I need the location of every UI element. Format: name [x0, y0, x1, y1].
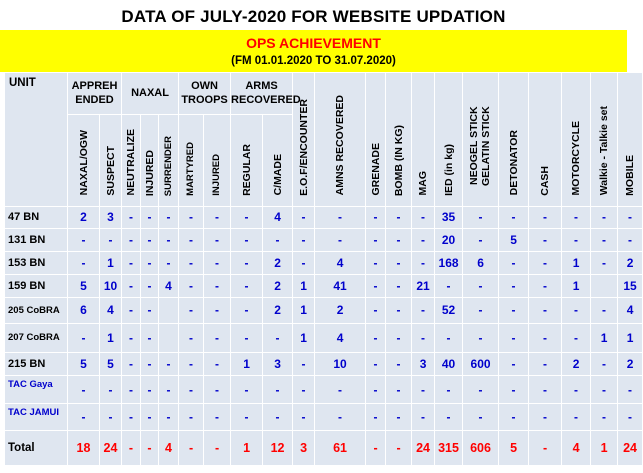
value-cell: 10 — [100, 274, 122, 297]
value-cell: 1 — [562, 251, 591, 274]
value-cell: - — [366, 251, 386, 274]
value-cell: - — [141, 404, 159, 431]
value-cell: 40 — [435, 353, 463, 376]
value-cell: - — [122, 228, 141, 251]
value-cell: - — [366, 404, 386, 431]
value-cell: - — [293, 228, 315, 251]
value-cell: - — [499, 297, 529, 323]
value-cell: - — [499, 206, 529, 228]
value-cell: - — [231, 206, 263, 228]
value-cell: - — [591, 251, 618, 274]
value-cell: 315 — [435, 431, 463, 466]
table-row — [5, 404, 643, 431]
value-cell: - — [141, 323, 159, 352]
value-cell: - — [529, 404, 562, 431]
col-header — [315, 73, 366, 207]
value-cell: - — [231, 376, 263, 404]
value-cell: - — [204, 376, 231, 404]
col-label: NEOGEL STICK GELATIN STICK — [467, 105, 492, 186]
value-cell: - — [100, 228, 122, 251]
value-cell: - — [366, 323, 386, 352]
value-cell: - — [435, 323, 463, 352]
value-cell: 12 — [263, 431, 293, 466]
value-cell: - — [293, 376, 315, 404]
value-cell: 1 — [591, 431, 618, 466]
value-cell: - — [412, 323, 435, 352]
value-cell: - — [499, 274, 529, 297]
value-cell: 3 — [412, 353, 435, 376]
value-cell: 1 — [100, 251, 122, 274]
col-label: DETONATOR — [507, 130, 520, 196]
value-cell: 4 — [618, 297, 643, 323]
value-cell: 24 — [412, 431, 435, 466]
value-cell: 10 — [315, 353, 366, 376]
value-cell — [159, 297, 179, 323]
value-cell: - — [68, 228, 100, 251]
col-label: INJURED — [211, 154, 223, 196]
value-cell: - — [141, 251, 159, 274]
col-header — [529, 73, 562, 207]
value-cell: - — [293, 206, 315, 228]
value-cell: - — [263, 323, 293, 352]
value-cell: 2 — [263, 251, 293, 274]
value-cell: 41 — [315, 274, 366, 297]
value-cell: - — [562, 323, 591, 352]
value-cell: 1 — [562, 274, 591, 297]
value-cell: - — [499, 404, 529, 431]
col-header — [591, 73, 618, 207]
col-header — [412, 73, 435, 207]
value-cell: - — [100, 404, 122, 431]
col-header — [231, 114, 263, 206]
unit-cell: 159 BN — [5, 274, 68, 297]
value-cell: 6 — [68, 297, 100, 323]
value-cell: 606 — [463, 431, 499, 466]
col-header — [68, 114, 100, 206]
value-cell: - — [463, 376, 499, 404]
col-header — [100, 114, 122, 206]
value-cell: - — [386, 404, 412, 431]
value-cell: - — [231, 323, 263, 352]
value-cell: - — [122, 251, 141, 274]
value-cell: - — [122, 323, 141, 352]
value-cell: - — [179, 404, 204, 431]
col-label: BOMB (IN KG) — [392, 124, 405, 196]
col-header — [618, 73, 643, 207]
col-header — [179, 114, 204, 206]
value-cell: - — [529, 251, 562, 274]
value-cell: 3 — [293, 431, 315, 466]
value-cell: - — [315, 376, 366, 404]
col-header — [435, 73, 463, 207]
value-cell: - — [179, 251, 204, 274]
value-cell: - — [159, 251, 179, 274]
value-cell: - — [141, 274, 159, 297]
unit-cell: 215 BN — [5, 353, 68, 376]
value-cell: - — [562, 228, 591, 251]
value-cell: - — [591, 376, 618, 404]
value-cell: 2 — [263, 297, 293, 323]
value-cell: 1 — [231, 353, 263, 376]
col-label: INJURED — [143, 149, 156, 196]
value-cell: - — [435, 404, 463, 431]
value-cell: - — [463, 228, 499, 251]
value-cell: - — [122, 297, 141, 323]
col-header — [263, 114, 293, 206]
value-cell: 4 — [315, 323, 366, 352]
value-cell: - — [204, 404, 231, 431]
group-apprehended: APPREH ENDED — [68, 73, 122, 115]
value-cell: - — [141, 297, 159, 323]
value-cell: 1 — [293, 274, 315, 297]
value-cell: - — [386, 353, 412, 376]
value-cell: - — [100, 376, 122, 404]
table-row — [5, 353, 643, 376]
value-cell: - — [293, 404, 315, 431]
unit-cell: 153 BN — [5, 251, 68, 274]
value-cell: 18 — [68, 431, 100, 466]
value-cell: - — [562, 206, 591, 228]
value-cell: - — [204, 228, 231, 251]
value-cell: - — [159, 376, 179, 404]
group-own-troops: OWN TROOPS — [179, 73, 231, 115]
value-cell: - — [499, 376, 529, 404]
value-cell: 61 — [315, 431, 366, 466]
value-cell: - — [463, 323, 499, 352]
value-cell: - — [263, 376, 293, 404]
col-header — [562, 73, 591, 207]
table-row — [5, 376, 643, 404]
col-label: NEUTRALIZE — [125, 129, 137, 196]
value-cell: - — [366, 297, 386, 323]
table-row — [5, 228, 643, 251]
value-cell: 2 — [562, 353, 591, 376]
group-arms-recovered: ARMS RECOVERED — [231, 73, 293, 115]
value-cell: 52 — [435, 297, 463, 323]
value-cell: - — [231, 228, 263, 251]
value-cell: 4 — [159, 274, 179, 297]
col-label: AMNS RECOVERED — [334, 95, 347, 196]
value-cell: - — [204, 297, 231, 323]
value-cell: - — [591, 206, 618, 228]
col-label: E.O.F/ENCOUNTER — [297, 98, 310, 196]
value-cell: 35 — [435, 206, 463, 228]
col-label: NAXAL/OGW — [77, 130, 90, 196]
table-row — [5, 323, 643, 352]
unit-cell: TAC Gaya — [5, 376, 68, 404]
value-cell: - — [386, 251, 412, 274]
value-cell: - — [591, 297, 618, 323]
value-cell: 2 — [618, 251, 643, 274]
value-cell: - — [463, 206, 499, 228]
value-cell: - — [435, 376, 463, 404]
value-cell: - — [122, 274, 141, 297]
value-cell: - — [204, 323, 231, 352]
value-cell: - — [231, 274, 263, 297]
col-label: C/MADE — [271, 154, 284, 196]
value-cell: - — [618, 404, 643, 431]
value-cell: - — [366, 206, 386, 228]
value-cell: - — [529, 431, 562, 466]
col-header — [141, 114, 159, 206]
ops-achievement-banner — [0, 30, 627, 72]
table-body — [5, 206, 643, 465]
value-cell: 15 — [618, 274, 643, 297]
value-cell: - — [412, 376, 435, 404]
value-cell: - — [179, 431, 204, 466]
total-row — [5, 431, 643, 466]
col-label: MAG — [417, 171, 430, 196]
value-cell: - — [159, 353, 179, 376]
value-cell: - — [463, 297, 499, 323]
col-header — [293, 73, 315, 207]
value-cell: 2 — [68, 206, 100, 228]
value-cell — [159, 323, 179, 352]
unit-cell: TAC JAMUI — [5, 404, 68, 431]
value-cell: - — [529, 274, 562, 297]
value-cell: - — [231, 251, 263, 274]
value-cell: - — [386, 376, 412, 404]
value-cell: - — [231, 297, 263, 323]
value-cell: - — [435, 274, 463, 297]
value-cell: - — [499, 353, 529, 376]
banner-heading: OPS ACHIEVEMENT — [246, 35, 381, 51]
value-cell: - — [204, 206, 231, 228]
value-cell: 2 — [618, 353, 643, 376]
value-cell: - — [591, 353, 618, 376]
unit-cell: 131 BN — [5, 228, 68, 251]
value-cell: - — [315, 404, 366, 431]
col-label: SUSPECT — [104, 146, 117, 196]
value-cell: 4 — [315, 251, 366, 274]
value-cell: - — [618, 376, 643, 404]
value-cell: 5 — [100, 353, 122, 376]
value-cell: 2 — [315, 297, 366, 323]
value-cell: - — [386, 323, 412, 352]
value-cell: - — [179, 228, 204, 251]
value-cell: - — [386, 228, 412, 251]
value-cell: - — [529, 228, 562, 251]
value-cell: 5 — [499, 431, 529, 466]
value-cell: - — [122, 353, 141, 376]
value-cell: - — [315, 228, 366, 251]
header-group-row — [5, 73, 643, 115]
col-label: REGULAR — [240, 143, 253, 196]
value-cell: - — [366, 376, 386, 404]
value-cell: - — [618, 206, 643, 228]
col-label: GRENADE — [369, 143, 382, 196]
value-cell: 5 — [499, 228, 529, 251]
value-cell: - — [529, 323, 562, 352]
value-cell: - — [68, 323, 100, 352]
value-cell: - — [204, 251, 231, 274]
value-cell: - — [159, 206, 179, 228]
value-cell: - — [562, 297, 591, 323]
value-cell: - — [529, 297, 562, 323]
unit-cell: 47 BN — [5, 206, 68, 228]
value-cell: - — [366, 228, 386, 251]
value-cell: - — [366, 353, 386, 376]
col-label: SURRENDER — [162, 135, 174, 196]
page-title: DATA OF JULY-2020 FOR WEBSITE UPDATION — [121, 7, 506, 26]
value-cell: - — [412, 404, 435, 431]
value-cell: - — [179, 323, 204, 352]
value-cell: - — [204, 431, 231, 466]
value-cell: 20 — [435, 228, 463, 251]
unit-header: UNIT — [5, 73, 68, 207]
table-row — [5, 274, 643, 297]
value-cell: - — [179, 274, 204, 297]
value-cell: - — [499, 251, 529, 274]
table-row — [5, 206, 643, 228]
value-cell — [591, 274, 618, 297]
value-cell: - — [618, 228, 643, 251]
col-label: CASH — [539, 166, 552, 196]
value-cell: - — [141, 206, 159, 228]
value-cell: - — [231, 404, 263, 431]
table-row — [5, 251, 643, 274]
col-header — [159, 114, 179, 206]
value-cell: 1 — [100, 323, 122, 352]
value-cell: 3 — [263, 353, 293, 376]
value-cell: - — [412, 206, 435, 228]
value-cell: - — [204, 353, 231, 376]
value-cell: 2 — [263, 274, 293, 297]
table-row — [5, 297, 643, 323]
value-cell: - — [141, 431, 159, 466]
value-cell: - — [68, 404, 100, 431]
value-cell: - — [412, 228, 435, 251]
value-cell: 1 — [231, 431, 263, 466]
value-cell: - — [591, 228, 618, 251]
value-cell: 4 — [562, 431, 591, 466]
value-cell: 1 — [293, 297, 315, 323]
value-cell: 24 — [100, 431, 122, 466]
value-cell: - — [386, 274, 412, 297]
value-cell: - — [122, 431, 141, 466]
col-header — [366, 73, 386, 207]
unit-cell: 207 CoBRA — [5, 323, 68, 352]
value-cell: 6 — [463, 251, 499, 274]
value-cell: - — [366, 274, 386, 297]
ops-achievement-table — [4, 72, 643, 466]
unit-cell: Total — [5, 431, 68, 466]
value-cell: - — [263, 228, 293, 251]
value-cell: - — [204, 274, 231, 297]
col-label: Walkie - Talkie set — [598, 106, 611, 196]
value-cell: 600 — [463, 353, 499, 376]
value-cell: - — [159, 228, 179, 251]
value-cell: - — [499, 323, 529, 352]
col-label: MARTYRED — [185, 141, 197, 196]
value-cell: 3 — [100, 206, 122, 228]
value-cell: - — [562, 404, 591, 431]
value-cell: - — [315, 206, 366, 228]
value-cell: 1 — [618, 323, 643, 352]
col-label: MOBILE — [624, 154, 637, 196]
value-cell: - — [141, 228, 159, 251]
value-cell: - — [141, 353, 159, 376]
value-cell: - — [122, 376, 141, 404]
banner-period: (FM 01.01.2020 TO 31.07.2020) — [231, 55, 396, 67]
value-cell: - — [386, 206, 412, 228]
value-cell: - — [263, 404, 293, 431]
value-cell: 4 — [263, 206, 293, 228]
value-cell: - — [562, 376, 591, 404]
value-cell: - — [386, 431, 412, 466]
value-cell: - — [68, 251, 100, 274]
value-cell: - — [293, 251, 315, 274]
value-cell: - — [179, 297, 204, 323]
value-cell: - — [463, 404, 499, 431]
col-label: MOTORCYCLE — [570, 121, 583, 196]
value-cell: - — [68, 376, 100, 404]
value-cell: - — [529, 206, 562, 228]
col-header — [463, 73, 499, 207]
value-cell: 21 — [412, 274, 435, 297]
value-cell: - — [179, 353, 204, 376]
group-naxal: NAXAL — [122, 73, 179, 115]
col-label: IED (in kg) — [442, 143, 455, 196]
col-header — [386, 73, 412, 207]
value-cell: 1 — [293, 323, 315, 352]
col-header — [204, 114, 231, 206]
value-cell: 1 — [591, 323, 618, 352]
value-cell: - — [591, 404, 618, 431]
value-cell: - — [412, 297, 435, 323]
value-cell: - — [463, 274, 499, 297]
value-cell: - — [122, 404, 141, 431]
value-cell: - — [293, 353, 315, 376]
value-cell: - — [179, 206, 204, 228]
value-cell: - — [412, 251, 435, 274]
value-cell: - — [141, 376, 159, 404]
value-cell: - — [529, 353, 562, 376]
value-cell: - — [529, 376, 562, 404]
value-cell: 5 — [68, 353, 100, 376]
value-cell: 168 — [435, 251, 463, 274]
unit-cell: 205 CoBRA — [5, 297, 68, 323]
value-cell: 5 — [68, 274, 100, 297]
value-cell: - — [179, 376, 204, 404]
value-cell: 4 — [159, 431, 179, 466]
value-cell: 24 — [618, 431, 643, 466]
value-cell: - — [122, 206, 141, 228]
col-header — [499, 73, 529, 207]
value-cell: - — [159, 404, 179, 431]
col-header — [122, 114, 141, 206]
value-cell: - — [386, 297, 412, 323]
value-cell: 4 — [100, 297, 122, 323]
value-cell: - — [366, 431, 386, 466]
